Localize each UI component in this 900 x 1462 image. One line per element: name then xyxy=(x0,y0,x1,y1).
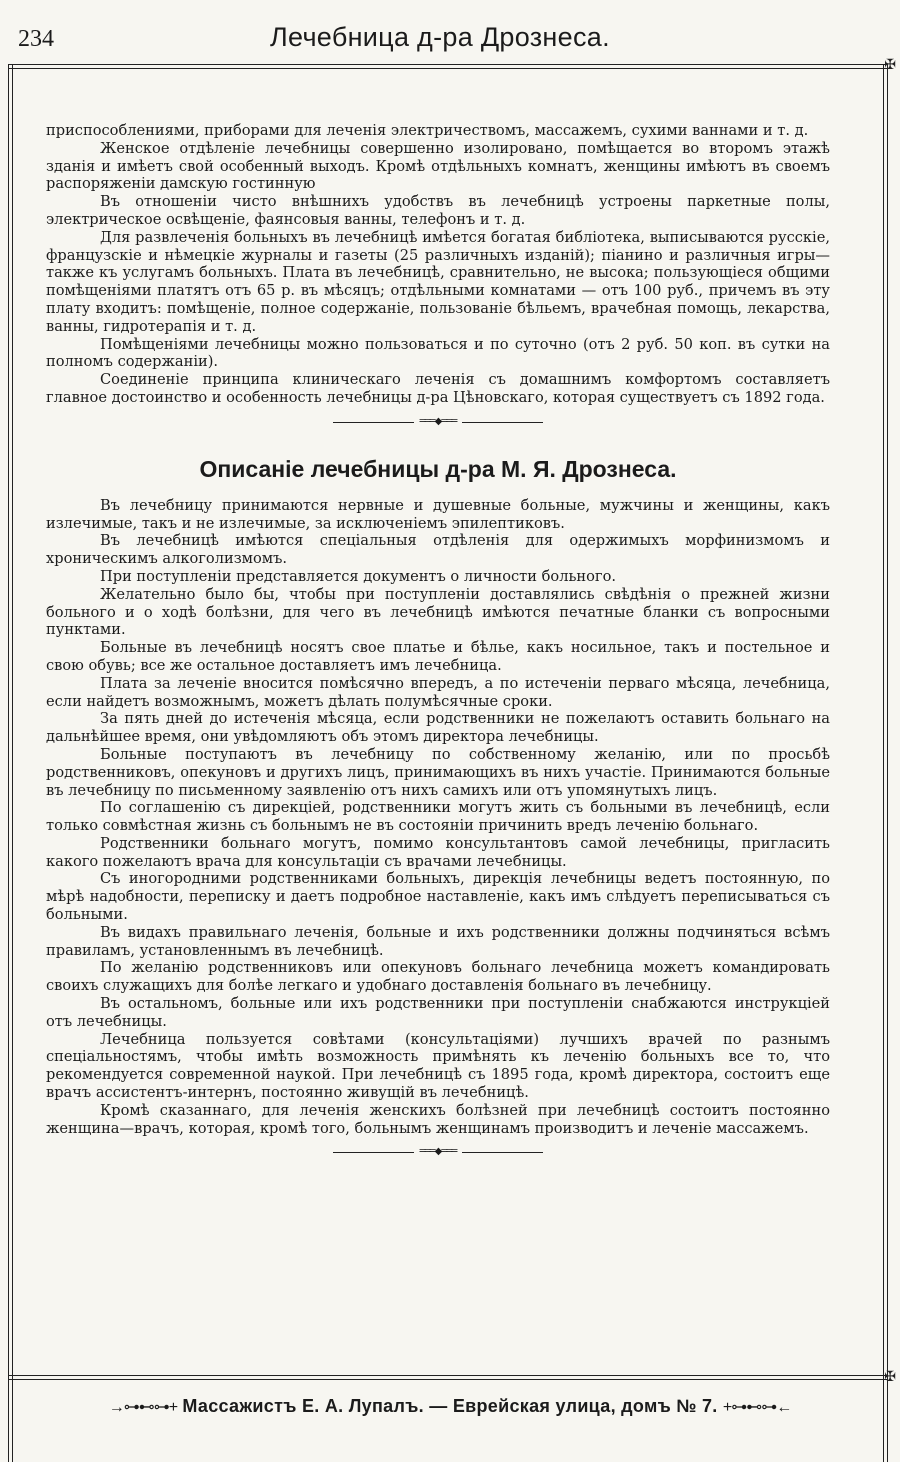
left-frame-rule xyxy=(8,64,12,1462)
paragraph: Больные въ лечебницѣ носятъ свое платье и бѣлье, какъ носильное, такъ и постельное и свою обувь; все же остальное доставляетъ имъ лечебница. xyxy=(46,639,830,674)
paragraph: По желанію родственниковъ или опекуновъ больнаго лечебница можетъ командировать своихъ служащихъ для болѣе легкаго и удобнаго доставленія больнаго въ лечебницу. xyxy=(46,959,830,995)
paragraph: По соглашенію съ дирекціей, родственники могутъ жить съ больными въ лечебницѣ, если только совмѣстная жизнь съ больнымъ не въ состояніи причинить вредъ леченію больнаго. xyxy=(46,799,830,835)
section-divider xyxy=(333,1147,543,1159)
section-divider xyxy=(333,417,543,429)
right-frame-rule xyxy=(884,64,888,1462)
paragraph: За пять дней до истеченія мѣсяца, если родственники не пожелаютъ оставить больнаго на дальнѣйшее время, они увѣдомляютъ объ этомъ директора лечебницы. xyxy=(46,710,830,746)
footer-advert xyxy=(30,1396,870,1417)
paragraph: Соединеніе принципа клиническаго леченія съ домашнимъ комфортомъ составляетъ главное достоинство и особенность лечебницы д-ра Цѣновскаго, которая существуетъ съ 1892 года. xyxy=(46,371,830,406)
paragraph: Женское отдѣленіе лечебницы совершенно изолировано, помѣщается во второмъ этажѣ зданія и имѣетъ свой особенный выходъ. Кромѣ отдѣльныхъ комнатъ, женщины имѣютъ въ своемъ распоряженіи дамскую гостинную xyxy=(46,139,830,193)
footer-ornament-right-icon: +⊶⊷⊶← xyxy=(722,1399,792,1416)
paragraph: Въ лечебницѣ имѣются спеціальныя отдѣленія для одержимыхъ морфинизмомъ и хроническимъ алкоголизмомъ. xyxy=(46,532,830,568)
paragraph: Въ остальномъ, больные или ихъ родственники при поступленіи снабжаются инструкціей отъ лечебницы. xyxy=(46,995,830,1030)
footer-ornament-left-icon: →⊶⊷⊶+ xyxy=(108,1399,178,1416)
paragraph: Съ иногородними родственниками больныхъ, дирекція лечебницы ведетъ постоянную, по мѣрѣ надобности, переписку и даетъ подробное наставленіе, какъ имъ слѣдуетъ переписываться съ больными. xyxy=(46,870,830,924)
page-number: 234 xyxy=(18,26,54,52)
paragraph: Въ видахъ правильнаго леченія, больные и ихъ родственники должны подчиняться всѣмъ правиламъ, установленнымъ въ лечебницѣ. xyxy=(46,923,830,959)
divider-ornament-icon: ═══◆═══ xyxy=(414,1147,462,1157)
corner-ornament-icon: ✠ xyxy=(884,1369,896,1385)
bottom-frame-rule xyxy=(8,1375,888,1380)
paragraph: Плата за леченіе вносится помѣсячно впередъ, а по истеченіи перваго мѣсяца, лечебница, если найдетъ возможнымъ, можетъ дѣлать полумѣсячные сроки. xyxy=(46,674,830,710)
section-drosnes-clinic xyxy=(46,497,830,1138)
divider-ornament-icon: ═══◆═══ xyxy=(414,417,462,427)
section-heading: Описаніе лечебницы д-ра М. Я. Дрознеса. xyxy=(199,455,677,482)
corner-ornament-icon: ✠ xyxy=(884,57,896,73)
paragraph: Для развлеченія больныхъ въ лечебницѣ имѣется богатая библіотека, выписываются русскіе, французскіе и нѣмецкіе журналы и газеты (25 различныхъ изданій); піанино и различныя игры—также къ услугамъ больныхъ. Плата въ лечебницѣ, сравнительно, не высока; пользующіеся общими помѣщеніями платятъ отъ 65 р. въ мѣсяцъ; отдѣльными комнатами — отъ 100 руб., причемъ въ эту плату входитъ: помѣщеніе, полное содержаніе, пользованіе бѣльемъ, врачебная помощь, лекарства, ванны, гидротерапія и т. д. xyxy=(46,228,830,335)
top-frame-rule xyxy=(8,64,888,69)
section-previous-clinic xyxy=(46,122,830,407)
paragraph: Больные поступаютъ въ лечебницу по собственному желанію, или по просьбѣ родственниковъ, опекуновъ и другихъ лицъ, принимающихъ въ нихъ участіе. Принимаются больные въ лечебницу по письменному заявленію отъ нихъ самихъ или отъ упомянутыхъ лицъ. xyxy=(46,745,830,799)
paragraph: Кромѣ сказаннаго, для леченія женскихъ болѣзней при лечебницѣ состоитъ постоянно женщина—врачъ, которая, кромѣ того, больнымъ женщинамъ производитъ и леченіе массажемъ. xyxy=(46,1101,830,1137)
page-body xyxy=(46,122,830,1171)
paragraph: Родственники больнаго могутъ, помимо консультантовъ самой лечебницы, пригласить какого пожелаютъ врача для консультаціи съ врачами лечебницы. xyxy=(46,834,830,870)
paragraph: приспособлениями, приборами для леченія электричествомъ, массажемъ, сухими ваннами и т. д. xyxy=(46,122,809,139)
paragraph: Помѣщеніями лечебницы можно пользоваться и по суточно (отъ 2 руб. 50 коп. въ сутки на полномъ содержаніи). xyxy=(46,335,830,371)
paragraph: Въ отношеніи чисто внѣшнихъ удобствъ въ лечебницѣ устроены паркетные полы, электрическое освѣщеніе, фаянсовыя ванны, телефонъ и т. д. xyxy=(46,193,830,228)
running-title: Лечебница д-ра Дрознеса. xyxy=(270,22,610,52)
paragraph: Въ лечебницу принимаются нервные и душевные больные, мужчины и женщины, какъ излечимые, такъ и не излечимые, за исключеніемъ эпилептиковъ. xyxy=(46,496,830,532)
paragraph: Желательно было бы, чтобы при поступленіи доставлялись свѣдѣнія о прежней жизни больного и о ходѣ болѣзни, для чего въ лечебницѣ имѣются печатные бланки съ вопросными пунктами. xyxy=(46,585,830,639)
paragraph: При поступленіи представляется документъ о личности больного. xyxy=(100,567,616,585)
paragraph: Лечебница пользуется совѣтами (консультаціями) лучшихъ врачей по разнымъ спеціальностямъ, чтобы имѣть возможность примѣнять къ леченію больныхъ все то, что рекомендуется современной наукой. При лечебницѣ съ 1895 года, кромѣ директора, состоитъ еще врачъ ассистентъ-интернъ, постоянно живущій въ лечебницѣ. xyxy=(46,1030,830,1102)
footer-advert-text: Массажистъ Е. А. Лупалъ. — Еврейская улица, домъ № 7. xyxy=(182,1396,718,1416)
